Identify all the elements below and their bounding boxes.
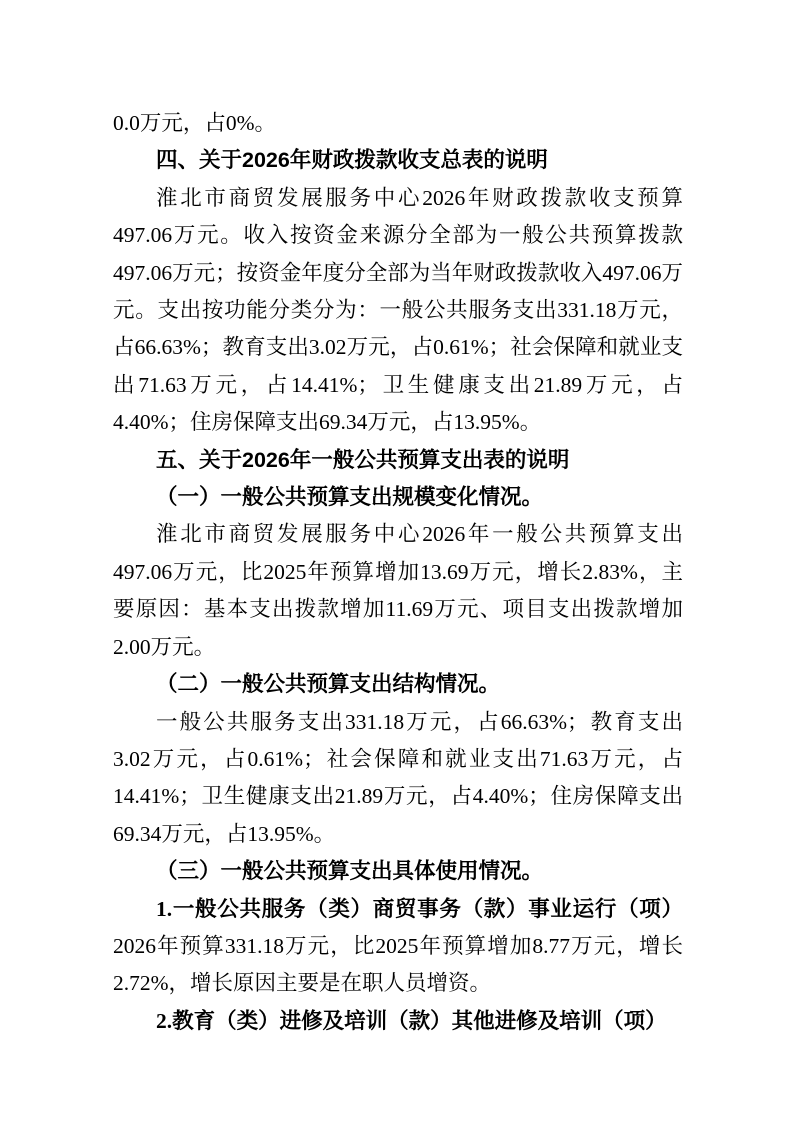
paragraph-fiscal-appropriation-summary: 淮北市商贸发展服务中心2026年财政拨款收支预算497.06万元。收入按资金来源分全部为一般公共预算拨款497.06万元；按资金年度分全部为当年财政拨款收入497.06万元。支出按功能分类分为：一般公共服务支出331.18万元，占66.63%；教育支出3.02万元，占0.61%；社会保障和就业支出71.63万元，占14.41%；卫生健康支出21.89万元，占4.40%；住房保障支出69.34万元，占13.95%。	[113, 185, 683, 435]
item-1-lead: 1.一般公共服务（类）商贸事务（款）事业运行（项）	[156, 896, 683, 921]
paragraph-item-2	[113, 1003, 683, 1040]
heading-subsection-2-structure: （二）一般公共预算支出结构情况。	[156, 672, 501, 697]
heading-subsection-1-scale-change: （一）一般公共预算支出规模变化情况。	[156, 485, 544, 510]
heading-subsection-3-specific-usage: （三）一般公共预算支出具体使用情况。	[156, 859, 544, 884]
item-1-body: 2026年预算331.18万元，比2025年预算增加8.77万元，增长2.72%，增长原因主要是在职人员增资。	[113, 933, 683, 996]
paragraph-expenditure-structure: 一般公共服务支出331.18万元，占66.63%；教育支出3.02万元，占0.61%；社会保障和就业支出71.63万元，占14.41%；卫生健康支出21.89万元，占4.40%；住房保障支出69.34万元，占13.95%。	[113, 709, 683, 846]
paragraph-carryover: 0.0万元，占0%。	[113, 111, 277, 135]
heading-section-5: 五、关于2026年一般公共预算支出表的说明	[156, 447, 570, 472]
heading-section-4: 四、关于2026年财政拨款收支总表的说明	[156, 148, 548, 173]
document-text-block	[113, 105, 683, 1040]
paragraph-expenditure-scale: 淮北市商贸发展服务中心2026年一般公共预算支出497.06万元，比2025年预算增加13.69万元，增长2.83%，主要原因：基本支出拨款增加11.69万元、项目支出拨款增加2.00万元。	[113, 522, 683, 659]
item-2-lead: 2.教育（类）进修及培训（款）其他进修及培训（项）	[156, 1008, 667, 1033]
paragraph-item-1	[113, 891, 683, 1003]
